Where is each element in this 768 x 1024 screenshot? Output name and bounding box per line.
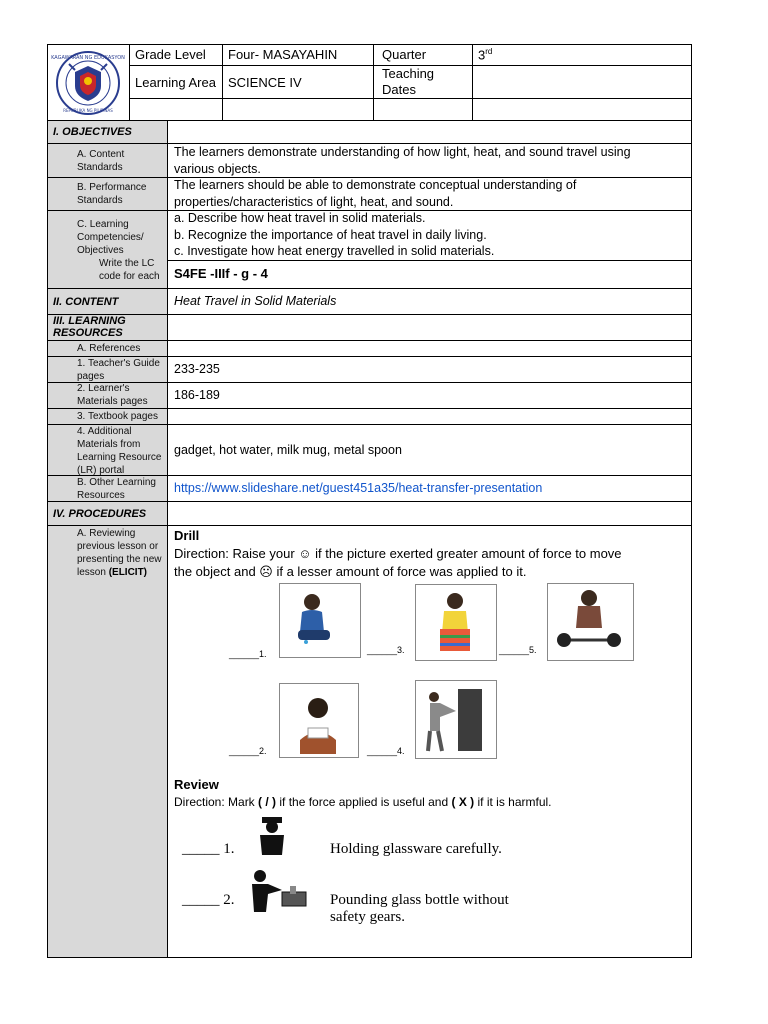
review-item-2-picture-pounding-bottle [246, 868, 310, 916]
drill-title: Drill [174, 528, 200, 543]
teachers-guide-value: 233-235 [174, 362, 220, 376]
drill-blank-1: ______1. [229, 649, 267, 659]
review-item-1-text: Holding glassware carefully. [330, 841, 502, 857]
learning-competencies-value: a. Describe how heat travel in solid materials. b. Recognize the importance of heat travel in daily living. c. Investigate how heat energy travelled in solid materials. [174, 211, 495, 258]
drill-picture-3-girl-carrying-books [415, 584, 497, 661]
svg-text:REPUBLIKA NG PILIPINAS: REPUBLIKA NG PILIPINAS [63, 108, 113, 113]
learning-area-value: SCIENCE IV [228, 75, 302, 90]
grade-level-value: Four- MASAYAHIN [228, 47, 338, 62]
deped-seal-logo [51, 50, 125, 116]
review-item-2-text: Pounding glass bottle without safety gears. [330, 892, 509, 925]
objectives-title: I. OBJECTIVES [53, 126, 132, 138]
learning-resources-title: III. LEARNING RESOURCES [53, 315, 126, 339]
other-resources-label: B. Other Learning Resources [77, 477, 156, 501]
review-title: Review [174, 777, 219, 792]
drill-blank-5: ______5. [499, 645, 537, 655]
performance-standards-label: B. Performance Standards [77, 182, 147, 206]
references-label: A. References [77, 343, 141, 354]
grade-level-label: Grade Level [135, 47, 206, 62]
teaching-dates-label-2: Dates [382, 82, 416, 97]
textbook-pages-label: 3. Textbook pages [77, 411, 158, 422]
other-resources-link[interactable]: https://www.slideshare.net/guest451a35/heat-transfer-presentation [174, 481, 543, 495]
quarter-label: Quarter [382, 47, 427, 62]
drill-picture-2-girl-tearing-paper [279, 683, 359, 758]
procedures-title: IV. PROCEDURES [53, 508, 147, 520]
content-standards-label: A. Content Standards [77, 149, 125, 173]
drill-blank-3: ______3. [367, 645, 405, 655]
lc-code: S4FE -IIIf - g - 4 [174, 266, 268, 281]
drill-picture-4-pushing-refrigerator [415, 680, 497, 759]
content-value: Heat Travel in Solid Materials [174, 294, 337, 308]
drill-picture-1-boy-flicking [279, 583, 361, 658]
drill-direction: Direction: Raise your ☺ if the picture exerted greater amount of force to move the object and ☹ if a lesser amount of force was applied to it. [174, 546, 622, 579]
drill-blank-2: ______2. [229, 746, 267, 756]
performance-standards-value: The learners should be able to demonstrate conceptual understanding of properties/characteristics of light, heat, and sound. [174, 178, 577, 209]
reviewing-lesson-label: A. Reviewing previous lesson or presenting the new lesson (ELICIT) [77, 528, 162, 578]
additional-materials-label: 4. Additional Materials from Learning Resource (LR) portal [77, 426, 162, 476]
learning-competencies-label: C. Learning Competencies/ Objectives Write the LC code for each [77, 219, 160, 282]
drill-blank-4: ______4. [367, 746, 405, 756]
svg-text:KAGAWARAN NG EDUKASYON: KAGAWARAN NG EDUKASYON [51, 55, 125, 61]
review-direction: Direction: Mark ( / ) if the force applied is useful and ( X ) if it is harmful. [174, 795, 552, 809]
content-title: II. CONTENT [53, 296, 119, 308]
quarter-value: 3rd [478, 47, 493, 63]
review-item-1-picture-holding-glass [252, 815, 292, 857]
additional-materials-value: gadget, hot water, milk mug, metal spoon [174, 443, 402, 457]
learners-materials-value: 186-189 [174, 388, 220, 402]
learners-materials-label: 2. Learner's Materials pages [77, 383, 148, 407]
content-standards-value: The learners demonstrate understanding of how light, heat, and sound travel using various objects. [174, 145, 631, 176]
learning-area-label: Learning Area [135, 75, 216, 90]
drill-picture-5-lifting-barbell [547, 583, 634, 661]
review-item-2-number: _____ 2. [182, 892, 235, 908]
teaching-dates-label: Teaching [382, 66, 435, 81]
teachers-guide-label: 1. Teacher's Guide pages [77, 358, 160, 382]
review-item-1-number: _____ 1. [182, 841, 235, 857]
